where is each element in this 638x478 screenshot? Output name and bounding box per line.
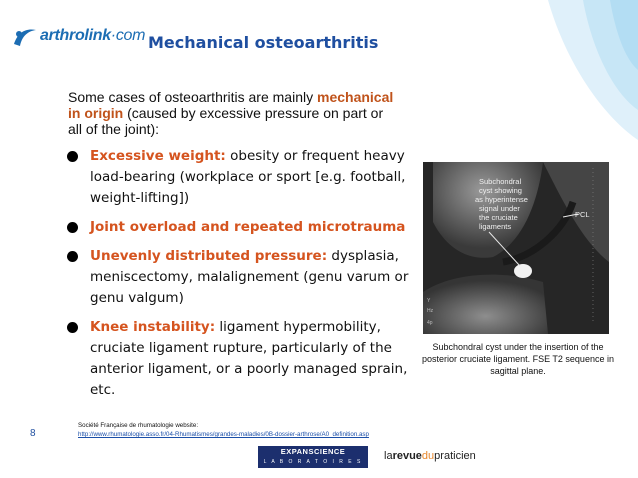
svg-text:ligaments: ligaments [479, 222, 512, 231]
mri-image [423, 162, 609, 334]
bullet-term: Excessive weight: [90, 148, 226, 164]
expanscience-logo: EXPANSCIENCE L A B O R A T O I R E S [258, 446, 368, 468]
bullet-term: Joint overload and repeated microtrauma [90, 219, 406, 235]
bullet-term: Unevenly distributed pressure: [90, 248, 328, 264]
bullet-knee-instability [64, 317, 419, 401]
decorative-corner-graphic [498, 0, 638, 140]
svg-text:as hyperintense: as hyperintense [475, 195, 528, 204]
bullet-text: obesity or frequent heavy load-bearing (workplace or sport [e.g. football, weight-lifting]) [90, 148, 406, 206]
source-link[interactable]: http://www.rhumatologie.asso.fr/04-Rhumatismes/grandes-maladies/0B-dossier-arthrose/A0_definition.asp [78, 431, 369, 438]
source-label: Société Française de rhumatologie website: [78, 422, 199, 429]
intro-highlight: mechanical in origin [68, 89, 394, 121]
mri-knee-drawing [423, 162, 609, 334]
pcl-label: PCL [575, 210, 590, 219]
bullet-uneven-pressure [64, 246, 419, 309]
image-caption: Subchondral cyst under the insertion of the posterior cruciate ligament. FSE T2 sequence in sagittal plane. [422, 342, 614, 376]
svg-text:Subchondral: Subchondral [479, 177, 522, 186]
bullet-dot [67, 251, 78, 262]
slide-title: Mechanical osteoarthritis [148, 33, 379, 52]
intro-paragraph: Some cases of osteoarthritis are mainly mechanical in origin (caused by excessive pressure on part or all of the joint): [68, 89, 394, 137]
svg-text:the cruciate: the cruciate [479, 213, 518, 222]
arthrolink-swoosh-icon [12, 26, 38, 48]
svg-text:Hz: Hz [427, 308, 434, 314]
cause-list [64, 146, 419, 409]
svg-text:signal under: signal under [479, 204, 520, 213]
bullet-joint-overload [64, 217, 419, 238]
bullet-dot [67, 322, 78, 333]
bullet-dot [67, 151, 78, 162]
bullet-excessive-weight [64, 146, 419, 209]
svg-text:4p: 4p [427, 320, 433, 326]
bullet-dot [67, 222, 78, 233]
svg-text:cyst showing: cyst showing [479, 186, 522, 195]
source-reference [78, 421, 369, 439]
bullet-text: dysplasia, meniscectomy, malalignement (genu varum or genu valgum) [90, 248, 409, 306]
svg-text:Y: Y [427, 298, 431, 304]
arthrolink-logo [12, 22, 148, 52]
bullet-text: ligament hypermobility, cruciate ligament rupture, particularly of the anterior ligament, or a poorly managed sprain, etc. [90, 319, 408, 398]
bullet-term: Knee instability: [90, 319, 216, 335]
page-number: 8 [30, 428, 36, 439]
logo-wordmark: arthrolink·com [40, 27, 146, 44]
revue-du-praticien-logo: larevuedupraticien [384, 450, 476, 462]
